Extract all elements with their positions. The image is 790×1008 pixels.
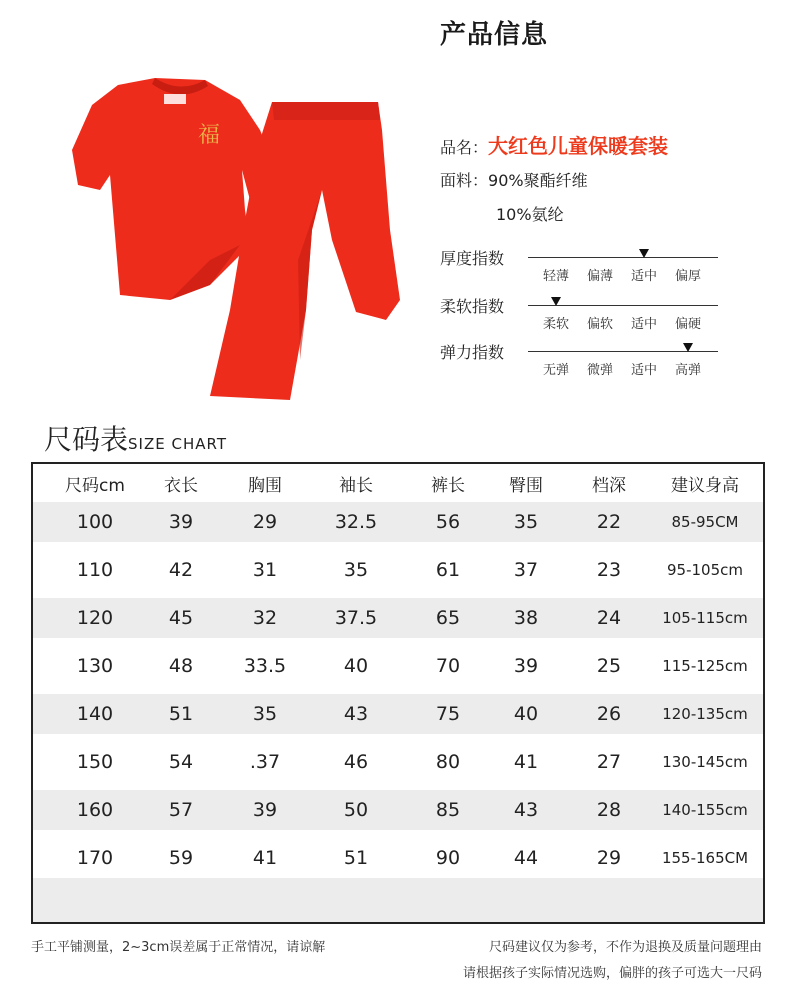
index-option: 适中 — [630, 363, 657, 378]
table-cell: 42 — [168, 559, 194, 581]
table-cell: 51 — [168, 703, 194, 725]
table-cell: 35 — [252, 703, 278, 725]
index-label: 弹力指数 — [440, 343, 505, 362]
index-marker-icon — [639, 249, 649, 258]
size-chart-title — [44, 418, 227, 458]
table-row — [33, 646, 763, 686]
table-header-cell: 袖长 — [339, 476, 373, 496]
table-cell: 85-95CM — [671, 513, 739, 531]
table-cell: 35 — [513, 511, 539, 533]
table-cell: 32 — [252, 607, 278, 629]
table-cell: 46 — [343, 751, 369, 773]
table-cell: 24 — [596, 607, 622, 629]
table-cell: 41 — [513, 751, 539, 773]
table-cell: 115-125cm — [662, 657, 748, 675]
table-header-row — [33, 466, 763, 506]
index-marker-icon — [551, 297, 561, 306]
table-cell: 140-155cm — [662, 801, 748, 819]
table-cell: 29 — [252, 511, 278, 533]
table-cell: 26 — [596, 703, 622, 725]
fu-print: 福 — [198, 123, 221, 148]
table-header-cell: 裤长 — [431, 476, 465, 496]
table-cell: 59 — [168, 847, 194, 869]
index-option: 轻薄 — [542, 269, 569, 284]
table-cell: 50 — [343, 799, 369, 821]
table-cell: 44 — [513, 847, 539, 869]
table-cell: 51 — [343, 847, 369, 869]
table-row — [33, 790, 763, 830]
index-option: 无弹 — [542, 363, 569, 378]
table-cell: 110 — [76, 559, 114, 581]
measurement-note: 手工平铺测量，2~3cm误差属于正常情况，请谅解 — [31, 940, 326, 955]
table-cell: 37.5 — [334, 607, 378, 629]
table-header-cell: 档深 — [592, 476, 626, 496]
disclaimer-note: 尺码建议仅为参考，不作为退换及质量问题理由 — [488, 940, 762, 955]
table-cell: 38 — [513, 607, 539, 629]
product-info-title: 产品信息 — [440, 20, 549, 50]
table-cell: 100 — [76, 511, 114, 533]
size-chart-table — [31, 462, 765, 924]
advice-note: 请根据孩子实际情况选购，偏胖的孩子可选大一尺码 — [462, 966, 762, 981]
table-cell: 48 — [168, 655, 194, 677]
table-cell: 22 — [596, 511, 622, 533]
table-cell: 32.5 — [334, 511, 378, 533]
table-cell: 27 — [596, 751, 622, 773]
table-cell: 57 — [168, 799, 194, 821]
table-cell: 28 — [596, 799, 622, 821]
table-cell: 39 — [513, 655, 539, 677]
table-cell: 43 — [513, 799, 539, 821]
table-row — [33, 694, 763, 734]
table-header-cell: 臀围 — [509, 476, 543, 496]
fabric-label: 面料： — [440, 171, 489, 190]
table-row — [33, 550, 763, 590]
table-cell: 29 — [596, 847, 622, 869]
table-cell: 150 — [76, 751, 114, 773]
table-cell: 23 — [596, 559, 622, 581]
table-row — [33, 502, 763, 542]
product-image — [60, 60, 400, 405]
table-header-cell: 胸围 — [248, 476, 282, 496]
table-cell: 43 — [343, 703, 369, 725]
table-cell: 39 — [168, 511, 194, 533]
table-header-cell: 尺码cm — [65, 476, 125, 496]
index-option: 偏厚 — [674, 269, 701, 284]
table-cell: 160 — [76, 799, 114, 821]
table-cell: 41 — [252, 847, 278, 869]
table-cell: 61 — [435, 559, 461, 581]
index-option: 微弹 — [586, 363, 613, 378]
table-cell: 40 — [343, 655, 369, 677]
index-label: 厚度指数 — [440, 249, 505, 268]
index-option: 高弹 — [674, 363, 701, 378]
index-line — [528, 257, 718, 258]
table-header-cell: 衣长 — [164, 476, 198, 496]
table-cell: 37 — [513, 559, 539, 581]
index-label: 柔软指数 — [440, 297, 505, 316]
index-marker-icon — [683, 343, 693, 352]
fabric-row — [440, 168, 588, 191]
fabric-value-2: 10%氨纶 — [496, 205, 564, 224]
table-cell: 31 — [252, 559, 278, 581]
table-cell: 120-135cm — [662, 705, 748, 723]
table-cell: 120 — [76, 607, 114, 629]
table-cell: 40 — [513, 703, 539, 725]
product-name-value: 大红色儿童保暖套装 — [488, 134, 669, 158]
table-row — [33, 598, 763, 638]
table-row — [33, 742, 763, 782]
table-cell: 130-145cm — [662, 753, 748, 771]
table-cell: 85 — [435, 799, 461, 821]
table-cell: 80 — [435, 751, 461, 773]
index-scale — [440, 294, 730, 336]
index-option: 适中 — [630, 269, 657, 284]
index-option: 柔软 — [542, 317, 569, 332]
size-chart-title-en: SIZE CHART — [128, 435, 227, 453]
table-cell: 105-115cm — [662, 609, 748, 627]
table-cell: 33.5 — [243, 655, 287, 677]
table-row — [33, 838, 763, 878]
table-cell: 130 — [76, 655, 114, 677]
index-scale — [440, 246, 730, 288]
table-cell: 56 — [435, 511, 461, 533]
table-cell: 140 — [76, 703, 114, 725]
table-cell: 70 — [435, 655, 461, 677]
table-empty-row — [33, 878, 763, 922]
product-name-label: 品名： — [440, 138, 489, 157]
index-option: 偏软 — [586, 317, 613, 332]
table-cell: 54 — [168, 751, 194, 773]
table-cell: 170 — [76, 847, 114, 869]
table-cell: 65 — [435, 607, 461, 629]
table-header-cell: 建议身高 — [671, 476, 739, 496]
table-cell: 90 — [435, 847, 461, 869]
index-option: 适中 — [630, 317, 657, 332]
index-scale — [440, 340, 730, 382]
fabric-value-1: 90%聚酯纤维 — [488, 171, 588, 190]
table-cell: 35 — [343, 559, 369, 581]
table-cell: 45 — [168, 607, 194, 629]
size-chart-title-cn: 尺码表 — [44, 423, 129, 456]
product-name-row — [440, 130, 668, 159]
table-cell: 39 — [252, 799, 278, 821]
table-cell: 25 — [596, 655, 622, 677]
table-cell: .37 — [249, 751, 281, 773]
index-option: 偏薄 — [586, 269, 613, 284]
table-cell: 155-165CM — [661, 849, 749, 867]
table-cell: 75 — [435, 703, 461, 725]
table-cell: 95-105cm — [667, 561, 743, 579]
index-option: 偏硬 — [674, 317, 701, 332]
